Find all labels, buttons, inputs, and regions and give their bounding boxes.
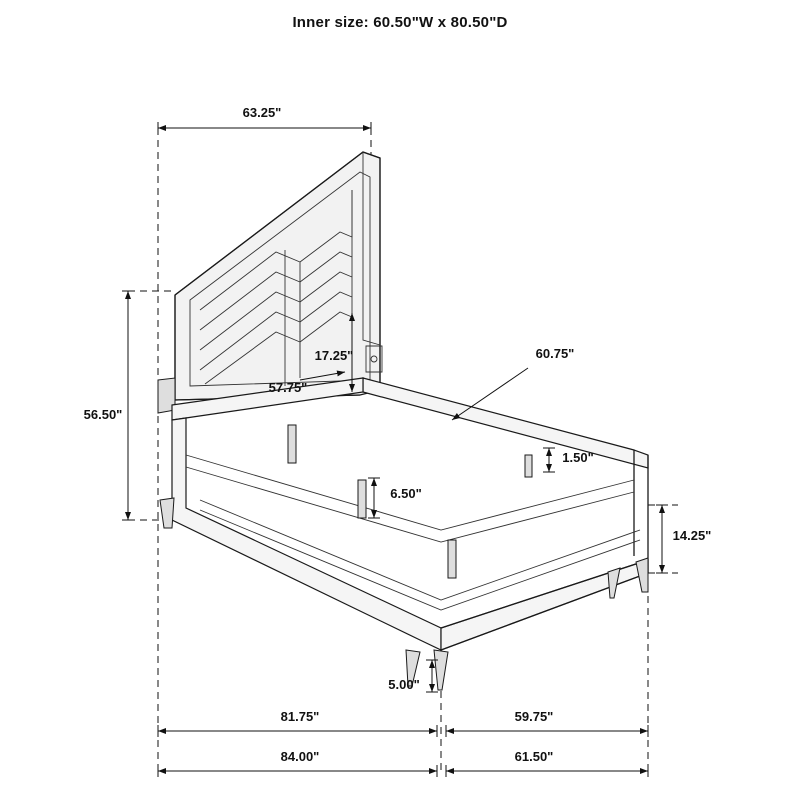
dim-headboard-width: 63.25"	[242, 105, 282, 120]
dim-leg-height: 5.00"	[388, 677, 420, 692]
dim-inner-width: 59.75"	[514, 709, 554, 724]
support-leg-3	[448, 540, 456, 578]
support-leg-4	[525, 455, 532, 477]
dim-overall-length: 84.00"	[280, 749, 320, 764]
dim-headboard-height: 56.50"	[83, 407, 123, 422]
dim-slat-height: 6.50"	[390, 486, 422, 501]
far-side-rail	[363, 378, 648, 468]
dim-footboard-height: 14.25"	[672, 528, 712, 543]
dim-headboard-inner: 57.75"	[268, 380, 308, 395]
page-title: Inner size: 60.50"W x 80.50"D	[292, 14, 508, 31]
support-leg-1	[288, 425, 296, 463]
front-corner-leg	[434, 650, 448, 690]
bed-illustration	[158, 152, 648, 690]
dim-inner-length: 81.75"	[280, 709, 320, 724]
dim-headboard-panel-drop: 17.25"	[314, 348, 354, 363]
dim-overall-width: 61.50"	[514, 749, 554, 764]
near-side-rail	[172, 418, 441, 650]
dim-side-rail-length: 60.75"	[535, 346, 575, 361]
support-leg-2	[358, 480, 366, 518]
left-rear-leg	[160, 498, 174, 528]
dim-rail-thickness: 1.50"	[562, 450, 594, 465]
